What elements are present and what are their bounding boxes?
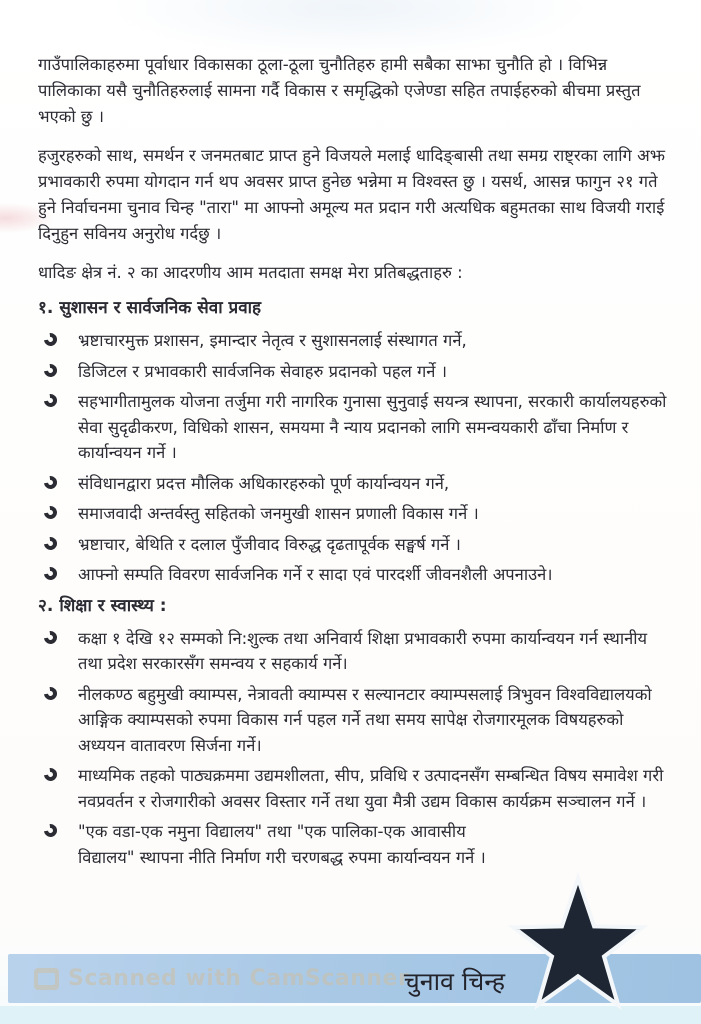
bullet-text: माध्यमिक तहको पाठ्यक्रममा उद्यमशीलता, सीप, प्रविधि र उत्पादनसँग सम्बन्धित विषय समावेश गरी नवप्रवर्तन र रोजगारीको अवसर विस्तार गर्ने तथा युवा मैत्री उद्यम विकास कार्यक्रम सञ्चालन गर्ने ।: [78, 766, 664, 811]
bullet-text: नीलकण्ठ बहुमुखी क्याम्पस, नेत्रावती क्याम्पस र सल्यानटार क्याम्पसलाई त्रिभुवन विश्वविद्यालयको आङ्गिक क्याम्पसको रुपमा विकास गर्न पहल गर्ने तथा समय सापेक्ष रोजगारमूलक विषयहरुको अध्ययन वातावरण सिर्जना गर्ने।: [78, 684, 652, 755]
list-item: [38, 562, 671, 588]
open-ring-bullet-icon: [41, 564, 59, 582]
bullet-text: समाजवादी अन्तर्वस्तु सहितको जनमुखी शासन प्रणाली विकास गर्ने ।: [78, 504, 479, 523]
open-ring-bullet-icon: [41, 821, 59, 839]
open-ring-bullet-icon: [41, 503, 59, 521]
bullet-text: आफ्नो सम्पति विवरण सार्वजनिक गर्ने र सादा एवं पारदर्शी जीवनशैली अपनाउने।: [78, 565, 553, 584]
bullet-text: संविधानद्वारा प्रदत्त मौलिक अधिकारहरुको पूर्ण कार्यान्वयन गर्ने,: [78, 473, 450, 493]
star-icon: [508, 870, 648, 1018]
open-ring-bullet-icon: [41, 765, 59, 783]
camscanner-icon: [34, 968, 59, 990]
camscanner-watermark: [34, 966, 409, 991]
section-heading-education-health: [38, 593, 671, 619]
list-item: [38, 532, 671, 558]
open-ring-bullet-icon: [41, 361, 59, 379]
open-ring-bullet-icon: [41, 391, 59, 409]
paragraph-election-appeal: हजुरहरुको साथ, समर्थन र जनमतबाट प्राप्त हुने विजयले मलाई धादिङ्बासी तथा समग्र राष्ट्रका लागि अझ प्रभावकारी रुपमा योगदान गर्न थप अवसर प्राप्त हुनेछ भन्नेमा म विश्वस्त छु । यसर्थ, आसन्न फागुन २१ गते हुने निर्वाचनमा चुनाव चिन्ह "तारा" मा आफ्नो अमूल्य मत प्रदान गरी अत्यधिक बहुमतका साथ विजयी गराई दिनुहुन सविनय अनुरोध गर्दछु ।: [38, 146, 665, 243]
bullet-text: "एक वडा-एक नमुना विद्यालय" तथा "एक पालिका-एक आवासीय विद्यालय" स्थापना नीति निर्माण गरी चरणबद्ध रुपमा कार्यान्वयन गर्ने ।: [78, 822, 486, 867]
section-title: सुशासन र सार्वजनिक सेवा प्रवाह: [59, 298, 262, 318]
open-ring-bullet-icon: [41, 330, 59, 348]
list-item: [38, 389, 671, 466]
section-heading-governance: [38, 295, 671, 321]
section-number: २.: [38, 595, 54, 616]
list-item: [38, 626, 671, 677]
section-title: शिक्षा र स्वास्थ्य :: [59, 595, 167, 616]
bullet-text: भ्रष्टाचार, बेथिति र दलाल पुँजीवाद विरुद्ध दृढतापूर्वक सङ्घर्ष गर्ने ।: [78, 534, 461, 554]
list-item: [38, 328, 671, 354]
open-ring-bullet-icon: [41, 684, 59, 702]
bullet-text: डिजिटल र प्रभावकारी सार्वजनिक सेवाहरु प्रदानको पहल गर्ने ।: [78, 361, 447, 381]
bullet-text: कक्षा १ देखि १२ सम्मको नि:शुल्क तथा अनिवार्य शिक्षा प्रभावकारी रुपमा कार्यान्वयन गर्न स्थानीय तथा प्रदेश सरकारसँग समन्वय र सहकार्य गर्ने।: [78, 628, 648, 673]
document-body: [38, 52, 671, 875]
list-item: [38, 471, 671, 497]
open-ring-bullet-icon: [41, 473, 59, 491]
watermark-text: Scanned with CamScanner: [68, 966, 410, 991]
list-item: [38, 501, 671, 527]
bullet-text: भ्रष्टाचारमुक्त प्रशासन, इमान्दार नेतृत्व र सुशासनलाई संस्थागत गर्ने,: [78, 331, 467, 350]
paragraph-infrastructure-challenge: गाउँपालिकाहरुमा पूर्वाधार विकासका ठूला-ठूला चुनौतिहरु हामी सबैका साझा चुनौति हो । विभिन्न पालिकाका यसै चुनौतिहरुलाई सामना गर्दै विकास र समृद्धिको एजेण्डा सहित तपाईहरुको बीचमा प्रस्तुत भएको छु ।: [38, 55, 641, 126]
list-item: [38, 359, 671, 385]
commitments-intro-line: धादिङ क्षेत्र नं. २ का आदरणीय आम मतदाता समक्ष मेरा प्रतिबद्धताहरु :: [38, 263, 463, 282]
list-item: [38, 763, 671, 814]
open-ring-bullet-icon: [41, 534, 59, 552]
list-item: [38, 819, 671, 870]
election-symbol-label: चुनाव चिन्ह: [403, 967, 505, 996]
open-ring-bullet-icon: [41, 628, 59, 646]
section-number: १.: [38, 298, 54, 318]
bullet-text: सहभागीतामुलक योजना तर्जुमा गरी नागरिक गुनासा सुनुवाई सयन्त्र स्थापना, सरकारी कार्यालयहरुको सेवा सुदृढीकरण, विधिको शासन, समयमा नै न्याय प्रदानको लागि समन्वयकारी ढाँचा निर्माण र कार्यान्वयन गर्ने ।: [78, 392, 667, 462]
list-item: [38, 682, 671, 759]
